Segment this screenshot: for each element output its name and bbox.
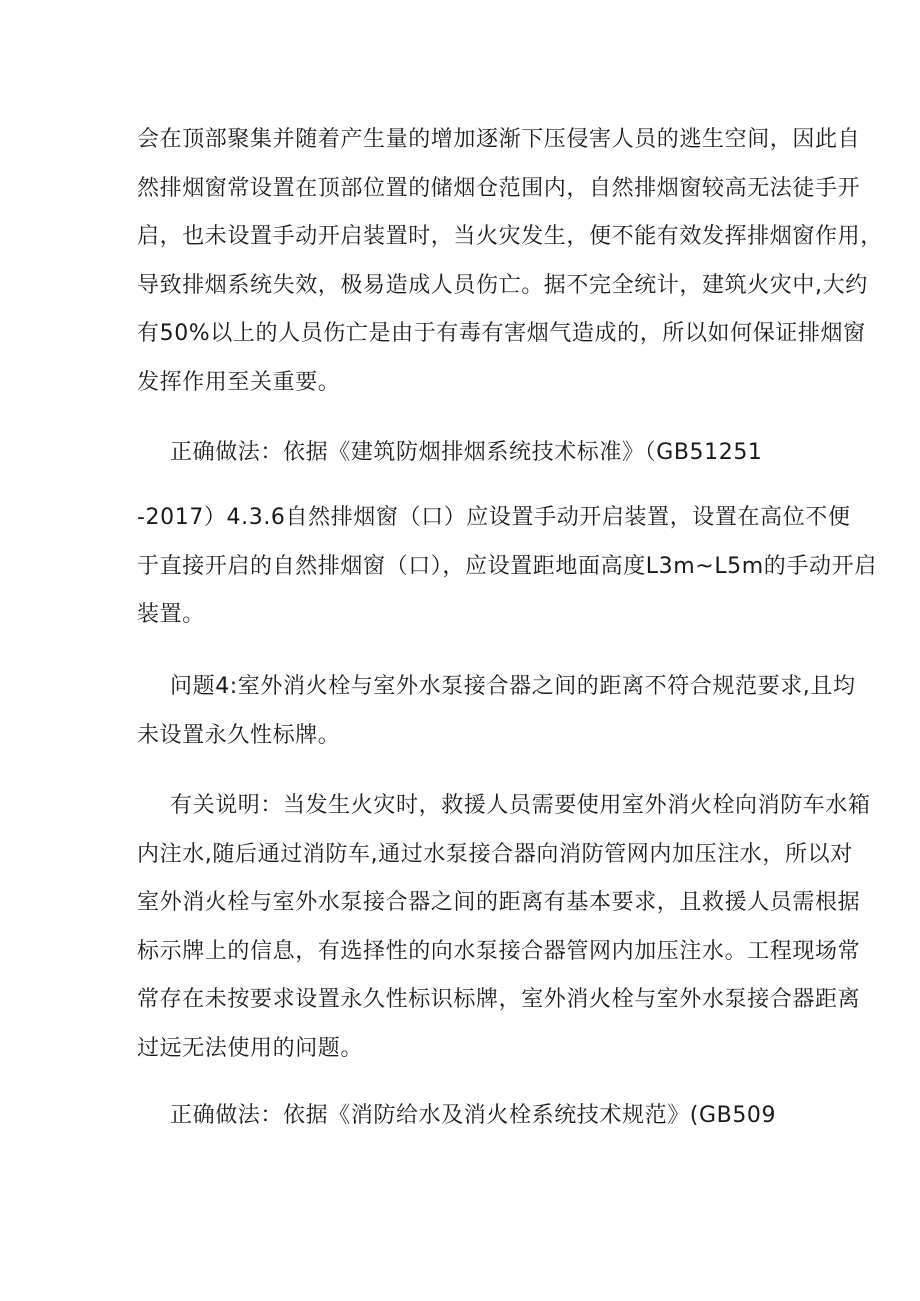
text-line: 会在顶部聚集并随着产生量的增加逐渐下压侵害人员的逃生空间，因此自 xyxy=(137,127,861,152)
text-line: 正确做法：依据《建筑防烟排烟系统技术标准》（GB51251 xyxy=(170,440,763,465)
paragraph-correct-practice-heading-1 xyxy=(137,429,797,478)
text-line: 常存在未按要求设置永久性标识标牌，室外消火栓与室外水泵接合器距离 xyxy=(137,987,861,1012)
paragraph-problem-4 xyxy=(137,663,856,760)
text-line: 于直接开启的自然排烟窗（口），应设置距地面高度L3m~L5m的手动开启 xyxy=(137,553,877,579)
text-line: 有关说明：当发生火灾时，救援人员需要使用室外消火栓向消防车水箱 xyxy=(170,793,871,818)
text-line: 有50%以上的人员伤亡是由于有毒有害烟气造成的，所以如何保证排烟窗 xyxy=(137,321,866,346)
text-line: 发挥作用至关重要。 xyxy=(137,369,341,395)
text-line: 导致排烟系统失效，极易造成人员伤亡。据不完全统计，建筑火灾中,大约 xyxy=(137,272,868,298)
text-line: 正确做法：依据《消防给水及消火栓系统技术规范》(GB509 xyxy=(170,1103,777,1128)
text-line: 问题4:室外消火栓与室外水泵接合器之间的距离不符合规范要求,且均 xyxy=(170,674,856,699)
text-line: 启，也未设置手动开启装置时，当火灾发生，便不能有效发挥排烟窗作用， xyxy=(137,224,883,249)
text-line: -2017）4.3.6自然排烟窗（口）应设置手动开启装置，设置在高位不便 xyxy=(137,505,851,530)
text-line: 装置。 xyxy=(137,602,205,627)
text-line: 未设置永久性标牌。 xyxy=(137,722,341,748)
text-line: 标示牌上的信息，有选择性的向水泵接合器管网内加压注水。工程现场常 xyxy=(137,938,861,964)
text-line: 然排烟窗常设置在顶部位置的储烟仓范围内，自然排烟窗较高无法徒手开 xyxy=(137,175,861,201)
text-line: 过远无法使用的问题。 xyxy=(137,1035,364,1061)
paragraph-correct-practice-heading-2 xyxy=(137,1092,797,1141)
paragraph-smoke-window-explanation xyxy=(137,116,883,407)
paragraph-correct-practice-body-1 xyxy=(137,494,877,640)
text-line: 室外消火栓与室外水泵接合器之间的距离有基本要求，且救援人员需根据 xyxy=(137,890,861,915)
paragraph-related-explanation xyxy=(137,782,871,1073)
text-line: 内注水,随后通过消防车,通过水泵接合器向消防管网内加压注水，所以对 xyxy=(137,841,853,867)
